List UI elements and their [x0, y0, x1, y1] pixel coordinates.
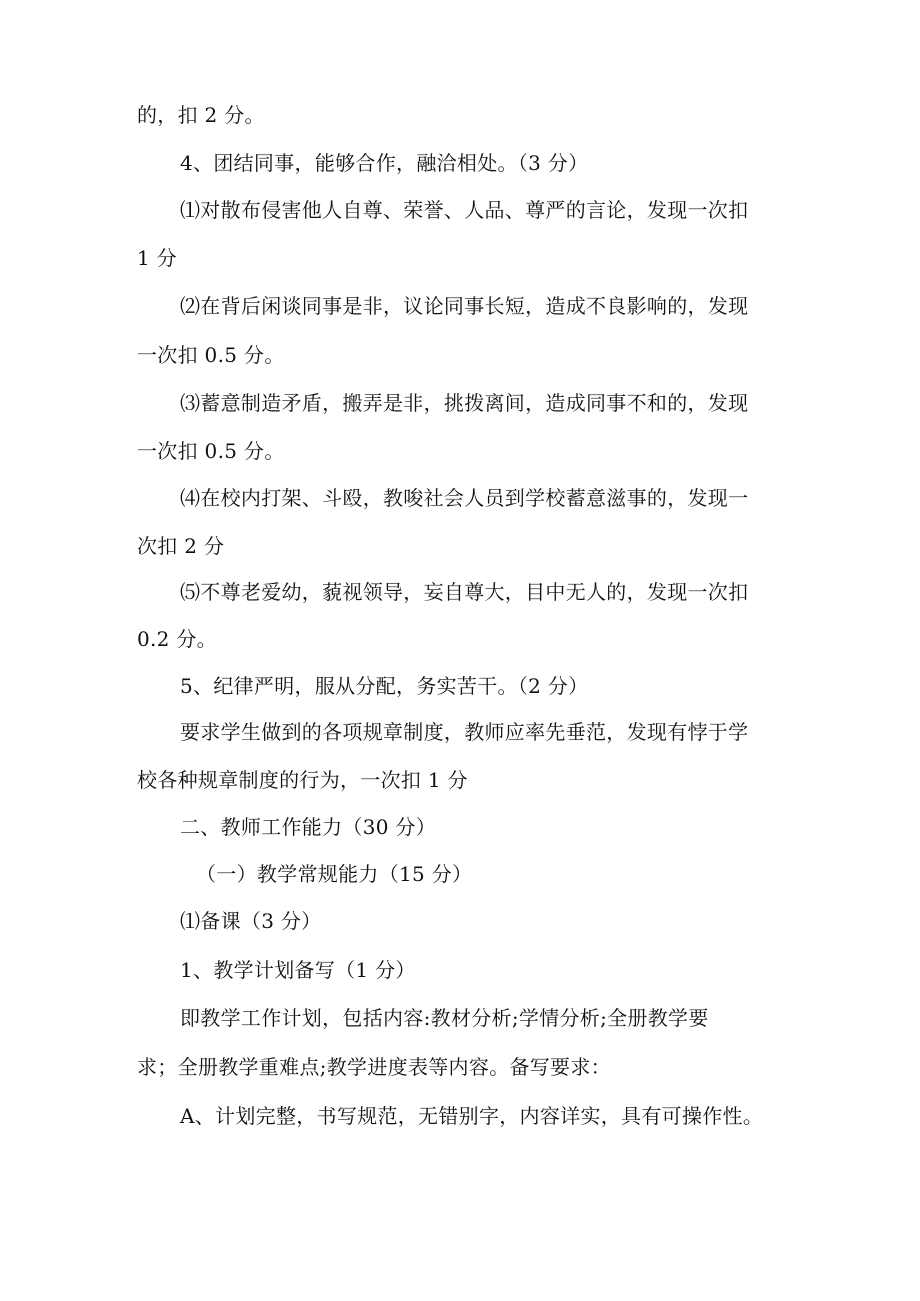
text-line: 1、教学计划备写（1 分） [180, 958, 416, 982]
text-line: 即教学工作计划，包括内容:教材分析;学情分析;全册教学要 [180, 1006, 709, 1030]
text-line: ⑵在背后闲谈同事是非，议论同事长短，造成不良影响的，发现 [180, 294, 749, 318]
text-line: 求；全册教学重难点;教学进度表等内容。备写要求： [137, 1055, 611, 1079]
text-line: ⑸不尊老爱幼，藐视领导，妄自尊大，目中无人的，发现一次扣 [180, 580, 749, 604]
text-line: A、计划完整，书写规范，无错别字，内容详实，具有可操作性。 [180, 1104, 764, 1128]
text-line: （一）教学常规能力（15 分） [196, 862, 473, 886]
text-line: 一次扣 0.5 分。 [137, 439, 285, 463]
text-line: ⑶蓄意制造矛盾，搬弄是非，挑拨离间，造成同事不和的，发现 [180, 391, 749, 415]
text-line: 5、纪律严明，服从分配，务实苦干。（2 分） [180, 674, 589, 698]
text-line: 要求学生做到的各项规章制度，教师应率先垂范，发现有悖于学 [180, 720, 749, 744]
text-line: 次扣 2 分 [137, 534, 225, 558]
text-line: ⑷在校内打架、斗殴，教唆社会人员到学校蓄意滋事的，发现一 [180, 486, 749, 510]
text-line: 0.2 分。 [137, 627, 217, 651]
text-line: 一次扣 0.5 分。 [137, 343, 285, 367]
text-line: 二、教师工作能力（30 分） [180, 815, 437, 839]
text-line: 校各种规章制度的行为，一次扣 1 分 [137, 768, 468, 792]
text-line: ⑴对散布侵害他人自尊、荣誉、人品、尊严的言论，发现一次扣 [180, 198, 749, 222]
text-line: 1 分 [137, 246, 177, 270]
text-line: 4、团结同事，能够合作，融洽相处。（3 分） [180, 151, 589, 175]
text-line: ⑴备课（3 分） [180, 909, 322, 933]
text-line: 的，扣 2 分。 [137, 103, 265, 127]
